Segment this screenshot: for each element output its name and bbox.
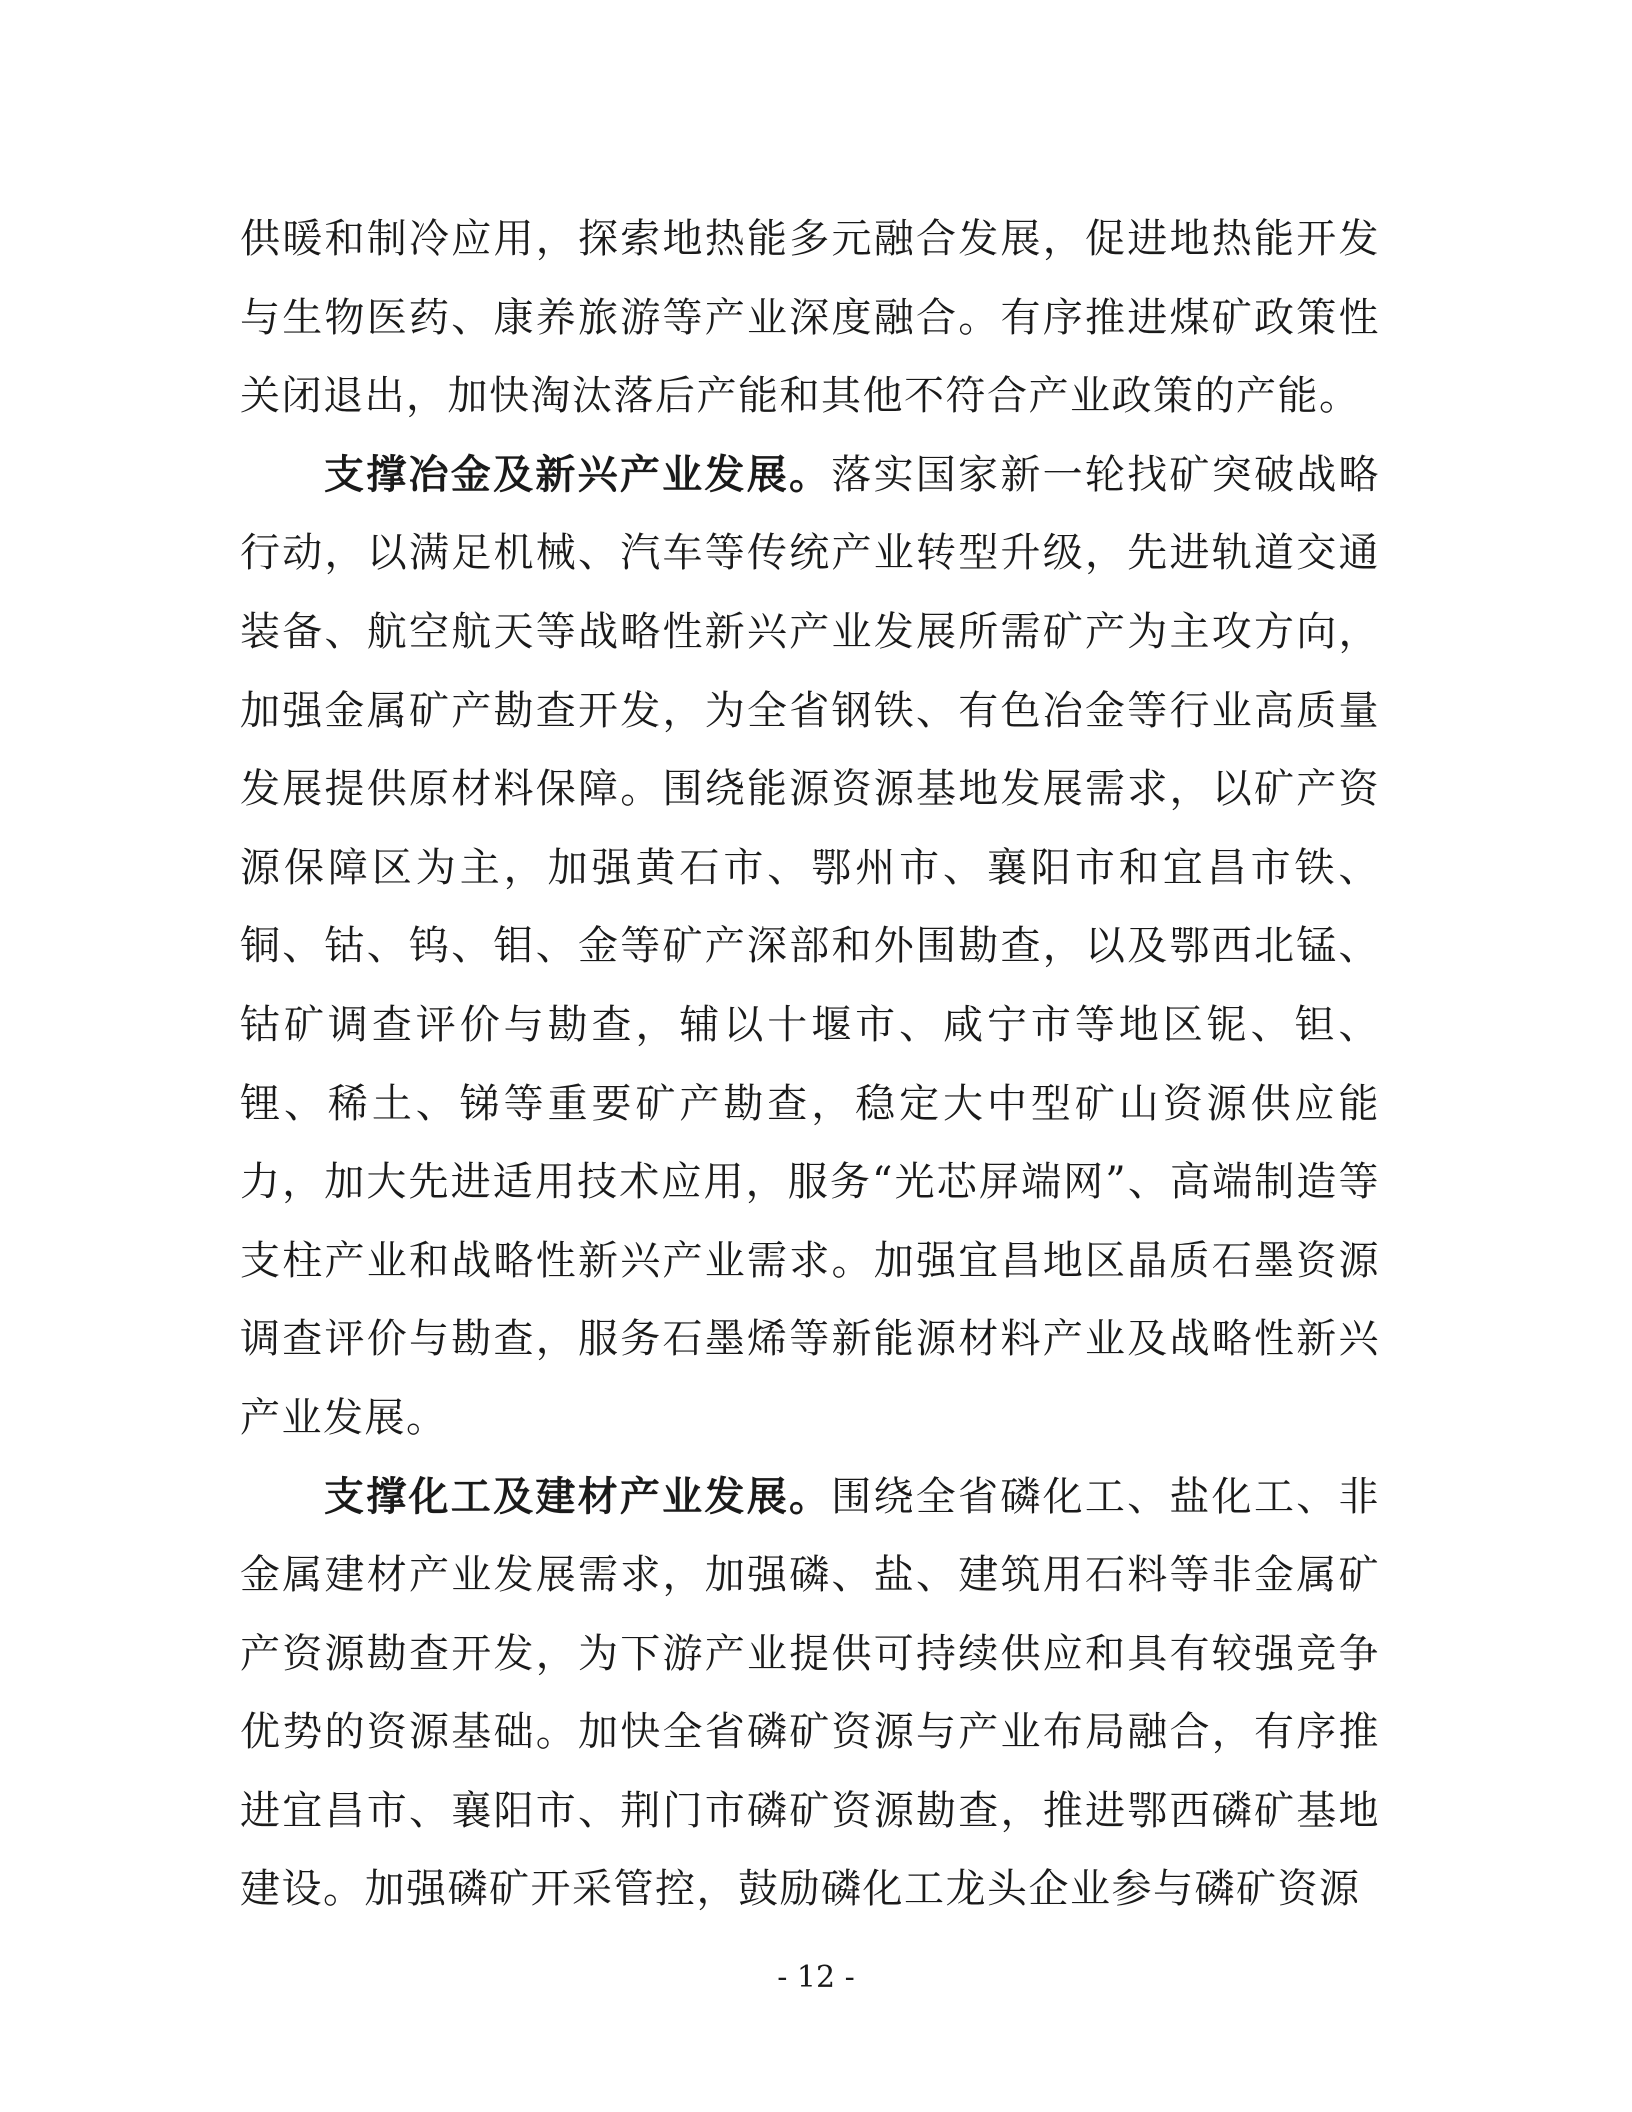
paragraph-1-text: 供暖和制冷应用，探索地热能多元融合发展，促进地热能开发与生物医药、康养旅游等产业深度融合。有序推进煤矿政策性关闭退出，加快淘汰落后产能和其他不符合产业政策的产能。	[240, 216, 1380, 420]
paragraph-2	[240, 436, 1380, 1458]
paragraph-2-text: 落实国家新一轮找矿突破战略行动，以满足机械、汽车等传统产业转型升级，先进轨道交通装备、航空航天等战略性新兴产业发展所需矿产为主攻方向，加强金属矿产勘查开发，为全省钢铁、有色冶金等行业高质量发展提供原材料保障。围绕能源资源基地发展需求，以矿产资源保障区为主，加强黄石市、鄂州市、襄阳市和宜昌市铁、铜、钴、钨、钼、金等矿产深部和外围勘查，以及鄂西北锰、钴矿调查评价与勘查，辅以十堰市、咸宁市等地区铌、钽、锂、稀土、锑等重要矿产勘查，稳定大中型矿山资源供应能力，加大先进适用技术应用，服务“光芯屏端网”、高端制造等支柱产业和战略性新兴产业需求。加强宜昌地区晶质石墨资源调查评价与勘查，服务石墨烯等新能源材料产业及战略性新兴产业发展。	[240, 451, 1380, 1441]
paragraph-3-heading: 支撑化工及建材产业发展。	[324, 1472, 832, 1520]
paragraph-3-text: 围绕全省磷化工、盐化工、非金属建材产业发展需求，加强磷、盐、建筑用石料等非金属矿产资源勘查开发，为下游产业提供可持续供应和具有较强竞争优势的资源基础。加快全省磷矿资源与产业布局融合，有序推进宜昌市、襄阳市、荆门市磷矿资源勘查，推进鄂西磷矿基地建设。加强磷矿开采管控，鼓励磷化工龙头企业参与磷矿资源	[240, 1473, 1380, 1913]
paragraph-2-heading: 支撑冶金及新兴产业发展。	[324, 450, 832, 498]
body-text	[240, 200, 1380, 1929]
paragraph-3	[240, 1458, 1380, 1930]
paragraph-1	[240, 200, 1380, 436]
page-number: - 12 -	[777, 1960, 855, 1995]
